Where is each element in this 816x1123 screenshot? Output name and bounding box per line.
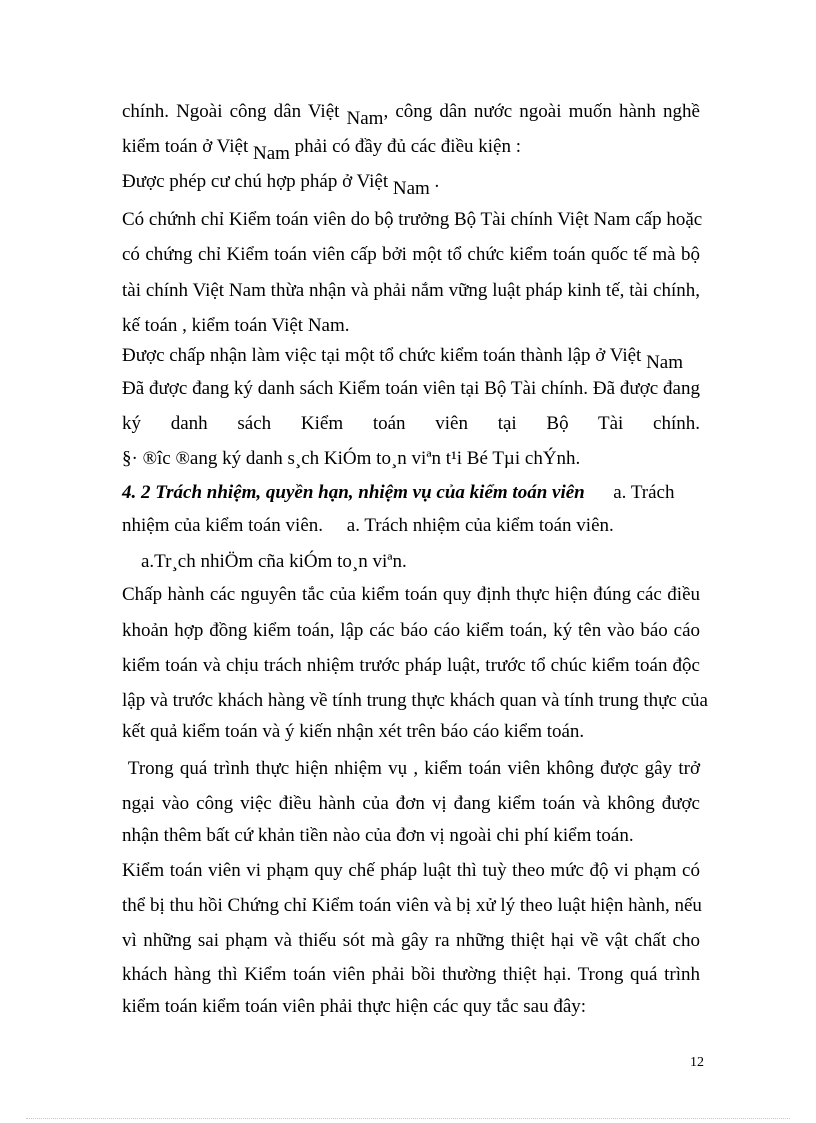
- text-line: kế toán , kiểm toán Việt Nam.: [122, 315, 350, 336]
- text-line: có chứng chỉ Kiểm toán viên cấp bởi một tổ chức kiểm toán quốc tế mà bộ: [122, 244, 700, 265]
- page-number: 12: [690, 1055, 704, 1070]
- text-line: nhận thêm bất cứ khản tiền nào của đơn vị ngoài chi phí kiểm toán.: [122, 825, 634, 846]
- text-line: kiểm toán và chịu trách nhiệm trước pháp luật, trước tổ chúc kiểm toán độc: [122, 655, 700, 676]
- text-line: khoản hợp đồng kiểm toán, lập các báo cáo kiểm toán, ký tên vào báo cáo: [122, 620, 700, 641]
- section-heading: 4. 2 Trách nhiệm, quyền hạn, nhiệm vụ của kiểm toán viên a. Trách: [122, 482, 675, 503]
- text-line: a.Tr¸ch nhiÖm cña kiÓm to¸n viªn.: [122, 551, 407, 572]
- text-line: thể bị thu hồi Chứng chỉ Kiểm toán viên và bị xử lý theo luật hiện hành, nếu: [122, 895, 702, 916]
- text-line: tài chính Việt Nam thừa nhận và phải nắm vững luật pháp kinh tế, tài chính,: [122, 280, 700, 301]
- text-line: nhiệm của kiểm toán viên. a. Trách nhiệm của kiểm toán viên.: [122, 515, 614, 536]
- text-line: Được phép cư chú hợp pháp ở Việt Nam .: [122, 171, 440, 199]
- section-heading-title: 4. 2 Trách nhiệm, quyền hạn, nhiệm vụ của kiểm toán viên: [122, 482, 585, 503]
- text-line: chính. Ngoài công dân Việt Nam, công dân nước ngoài muốn hành nghề: [122, 101, 700, 129]
- page-bottom-rule: [26, 1118, 790, 1119]
- text-line: Kiểm toán viên vi phạm quy chế pháp luật thì tuỳ theo mức độ vi phạm có: [122, 860, 700, 881]
- text-line: kiểm toán kiểm toán viên phải thực hiện các quy tắc sau đây:: [122, 996, 587, 1017]
- text-line: ngại vào công việc điều hành của đơn vị đang kiểm toán và không được: [122, 793, 700, 814]
- text-line: kiểm toán ở Việt Nam phải có đầy đủ các điều kiện :: [122, 136, 522, 164]
- text-line: Có chứnh chỉ Kiểm toán viên do bộ trưởng Bộ Tài chính Việt Nam cấp hoặc: [122, 209, 703, 230]
- text-line: kết quả kiểm toán và ý kiến nhận xét trên báo cáo kiểm toán.: [122, 721, 585, 742]
- text-line: ký danh sách Kiểm toán viên tại Bộ Tài chính.: [122, 413, 700, 434]
- text-line: Trong quá trình thực hiện nhiệm vụ , kiểm toán viên không được gây trở: [122, 758, 700, 779]
- text-line: Đã được đang ký danh sách Kiểm toán viên tại Bộ Tài chính. Đã được đang: [122, 378, 700, 399]
- text-line: khách hàng thì Kiểm toán viên phải bồi thường thiệt hại. Trong quá trình: [122, 964, 700, 985]
- text-line: §· ®îc ®ang ký danh s¸ch KiÓm to¸n viªn t¹i Bé Tµi chÝnh.: [122, 448, 581, 469]
- text-line: Chấp hành các nguyên tắc của kiểm toán quy định thực hiện đúng các điều: [122, 584, 700, 605]
- text-line: lập và trước khách hàng về tính trung thực khách quan và tính trung thực của: [122, 690, 708, 711]
- text-line: Được chấp nhận làm việc tại một tổ chức kiểm toán thành lập ở Việt Nam: [122, 345, 684, 373]
- text-line: vì những sai phạm và thiếu sót mà gây ra những thiệt hại về vật chất cho: [122, 930, 700, 951]
